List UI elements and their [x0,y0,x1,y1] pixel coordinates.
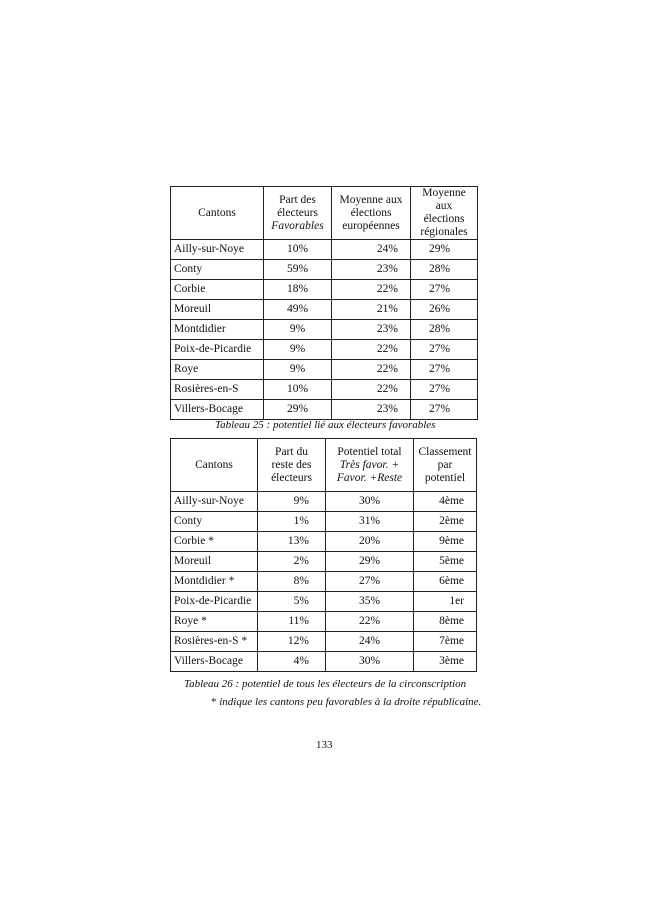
cell-canton: Poix-de-Picardie [171,592,258,612]
table-row [171,360,478,380]
cell-regionales: 28% [411,320,478,340]
cell-part-reste: 5% [258,592,326,612]
cell-canton: Moreuil [171,300,264,320]
table-26-header-row [171,439,477,492]
cell-potentiel: 30% [326,492,414,512]
header-classement [414,439,477,492]
cell-classement: 5ème [414,552,477,572]
cell-potentiel: 29% [326,552,414,572]
cell-potentiel: 22% [326,612,414,632]
header-line: potentiel [424,471,466,484]
cell-classement: 3ème [414,652,477,672]
header-line: électeurs [277,206,318,219]
header-line: Part des [279,193,316,206]
cell-classement: 1er [414,592,477,612]
cell-part-reste: 13% [258,532,326,552]
header-line: électeurs [271,471,312,484]
page-number: 133 [316,739,333,751]
table-25 [170,186,478,420]
table-row [171,652,477,672]
header-potentiel-total [326,439,414,492]
cell-canton: Montdidier * [171,572,258,592]
cell-canton: Roye * [171,612,258,632]
cell-part-reste: 4% [258,652,326,672]
cell-regionales: 27% [411,360,478,380]
cell-classement: 8ème [414,612,477,632]
header-part-favorables [264,187,332,240]
cell-canton: Montdidier [171,320,264,340]
cell-part: 59% [264,260,332,280]
header-line: européennes [342,219,400,232]
cell-regionales: 27% [411,340,478,360]
cell-europeennes: 22% [332,380,411,400]
cell-canton: Corbie [171,280,264,300]
cell-classement: 6ème [414,572,477,592]
footnote-star: * [211,696,217,708]
header-line: régionales [420,226,468,238]
cell-classement: 4ème [414,492,477,512]
cell-canton: Rosières-en-S [171,380,264,400]
cell-europeennes: 23% [332,400,411,420]
cell-europeennes: 23% [332,320,411,340]
header-line: élections [350,206,392,219]
cell-part: 29% [264,400,332,420]
cell-europeennes: 23% [332,260,411,280]
header-cantons: Cantons [171,439,258,492]
header-line: aux élections [423,200,465,225]
cell-canton: Conty [171,512,258,532]
cell-potentiel: 35% [326,592,414,612]
cell-potentiel: 20% [326,532,414,552]
table-row [171,532,477,552]
table-row [171,340,478,360]
cell-classement: 7ème [414,632,477,652]
table-row [171,320,478,340]
header-line: Potentiel total [337,445,402,458]
header-line: Classement [418,445,472,458]
table-row [171,592,477,612]
cell-part: 10% [264,240,332,260]
table-row [171,380,478,400]
cell-regionales: 27% [411,280,478,300]
cell-canton: Ailly-sur-Noye [171,492,258,512]
header-moyenne-europeennes [332,187,411,240]
header-line: Très favor. + [339,458,400,471]
cell-part-reste: 9% [258,492,326,512]
cell-canton: Rosières-en-S * [171,632,258,652]
table-row [171,260,478,280]
table-row [171,300,478,320]
table-row [171,612,477,632]
cell-classement: 9ème [414,532,477,552]
cell-part: 9% [264,360,332,380]
cell-regionales: 28% [411,260,478,280]
header-line: Moyenne aux [339,193,403,206]
cell-regionales: 26% [411,300,478,320]
header-moyenne-regionales [411,187,478,240]
header-cantons: Cantons [171,187,264,240]
footnote-text: indique les cantons peu favorables à la droite républicaine. [216,696,482,708]
cell-europeennes: 21% [332,300,411,320]
cell-part-reste: 11% [258,612,326,632]
cell-part: 49% [264,300,332,320]
cell-potentiel: 30% [326,652,414,672]
cell-canton: Ailly-sur-Noye [171,240,264,260]
header-line: reste des [271,458,312,471]
cell-europeennes: 22% [332,340,411,360]
header-line: Favor. +Reste [336,471,403,484]
cell-europeennes: 22% [332,280,411,300]
header-line: Favorables [271,219,324,232]
cell-regionales: 27% [411,380,478,400]
header-line: Part du [275,445,308,458]
cell-regionales: 27% [411,400,478,420]
table-row [171,400,478,420]
cell-canton: Corbie * [171,532,258,552]
header-part-reste [258,439,326,492]
cell-europeennes: 22% [332,360,411,380]
table-row [171,552,477,572]
table-row [171,280,478,300]
cell-potentiel: 24% [326,632,414,652]
table-row [171,632,477,652]
cell-part-reste: 12% [258,632,326,652]
cell-potentiel: 27% [326,572,414,592]
table-row [171,240,478,260]
cell-classement: 2ème [414,512,477,532]
cell-part-reste: 8% [258,572,326,592]
cell-canton: Conty [171,260,264,280]
table-25-header-row [171,187,478,240]
cell-potentiel: 31% [326,512,414,532]
table-row [171,572,477,592]
cell-canton: Villers-Bocage [171,652,258,672]
header-line: par [437,458,453,471]
table-26-caption: Tableau 26 : potentiel de tous les électeurs de la circonscription [184,678,467,690]
cell-canton: Moreuil [171,552,258,572]
cell-part-reste: 1% [258,512,326,532]
cell-canton: Villers-Bocage [171,400,264,420]
footnote [211,696,481,708]
table-25-caption: Tableau 25 : potentiel lié aux électeurs favorables [215,419,436,431]
cell-canton: Poix-de-Picardie [171,340,264,360]
cell-part-reste: 2% [258,552,326,572]
table-26 [170,438,477,672]
table-row [171,492,477,512]
cell-regionales: 29% [411,240,478,260]
cell-canton: Roye [171,360,264,380]
cell-part: 9% [264,340,332,360]
cell-europeennes: 24% [332,240,411,260]
cell-part: 18% [264,280,332,300]
header-line: Moyenne [422,187,466,199]
cell-part: 9% [264,320,332,340]
table-row [171,512,477,532]
cell-part: 10% [264,380,332,400]
